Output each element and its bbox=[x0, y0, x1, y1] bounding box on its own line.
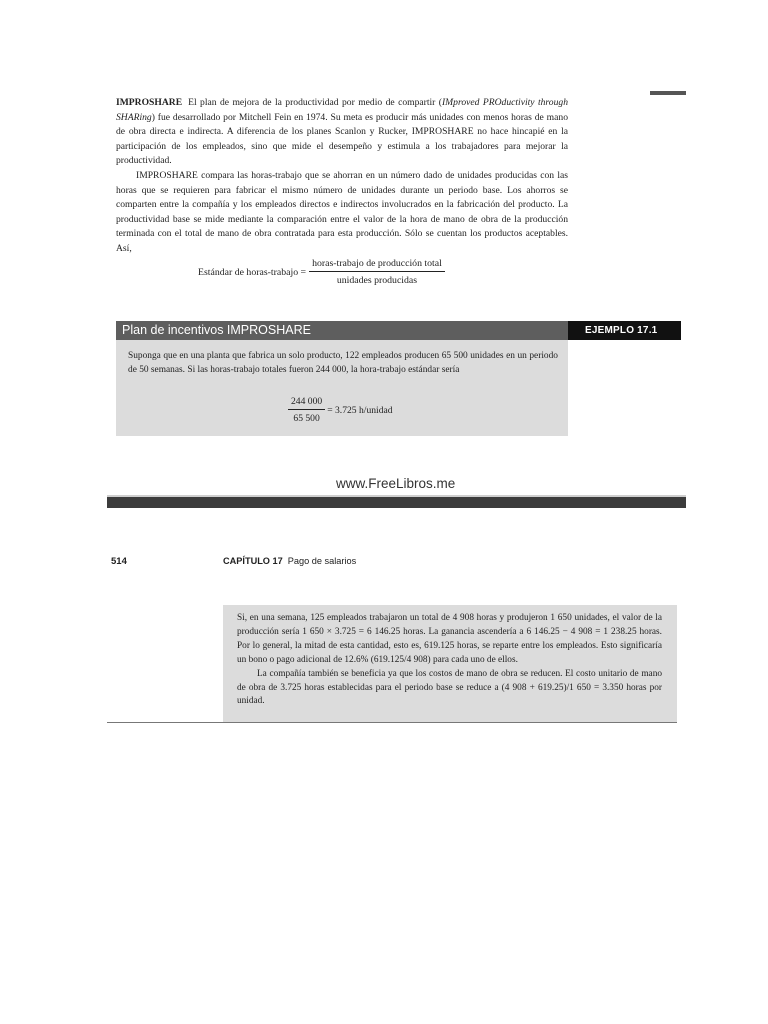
paragraph-1-end: ) fue desarrollado por Mitchell Fein en 1974. Su meta es producir más unidades con menos horas de mano de obra directa e indirecta. A diferencia de los planes Scanlon y Rucker, IMPROSHARE no hace hincapié en la participación de los empleados, sino que mide el desempeño y estimula a los trabajadores para mejorar la productividad. bbox=[116, 111, 568, 167]
formula-fraction bbox=[309, 258, 445, 286]
example-calculation bbox=[285, 396, 393, 424]
chapter-heading bbox=[223, 556, 356, 566]
example-result: = 3.725 h/unidad bbox=[327, 404, 393, 416]
page-number: 514 bbox=[111, 556, 127, 567]
paragraph-1 bbox=[116, 96, 568, 169]
paragraph-2: IMPROSHARE compara las horas-trabajo que se ahorran en un número dado de unidades producidas con las horas que se requieren para fabricar el mismo número de unidades durante un periodo base. Los ahorros se comparten entre la compañía y los empleados directos e indirectos involucrados en la fabricación del producto. La productividad base se mide mediante la comparación entre el valor de la hora de mano de obra de la producción terminada con el total de mano de obra contratada para esta producción. Sólo se cuentan los productos aceptables. Así, bbox=[116, 169, 568, 254]
continuation-paragraph-2: La compañía también se beneficia ya que los costos de mano de obra se reducen. El costo unitario de mano de obra de 3.725 horas establecidas para el periodo base se reduce a (4 908 + 619.25)/1 650 = 3.350 horas por unidad. bbox=[237, 668, 662, 707]
paragraph-1-italic: IMproved PROductivity through SHARing bbox=[116, 97, 568, 123]
formula-lhs: Estándar de horas-trabajo = bbox=[198, 266, 307, 278]
continuation-rule bbox=[107, 722, 677, 723]
section-term: IMPROSHARE bbox=[116, 97, 183, 108]
paragraph-1-start: El plan de mejora de la productividad por medio de compartir ( bbox=[188, 97, 442, 108]
continuation-text bbox=[237, 612, 662, 709]
example-numerator: 244 000 bbox=[288, 396, 325, 410]
example-text: Suponga que en una planta que fabrica un solo producto, 122 empleados producen 65 500 unidades en un periodo de 50 semanas. Si las horas-trabajo totales fueron 244 000, la hora-trabajo estándar sería bbox=[128, 351, 558, 375]
continuation-paragraph-1: Si, en una semana, 125 empleados trabajaron un total de 4 908 horas y produjeron 1 650 unidades, el valor de la producción sería 1 650 × 3.725 = 6 146.25 horas. La ganancia ascendería a 6 146.25 − 4 908 = 1 238.25 horas. Por lo general, la mitad de esta cantidad, esto es, 619.125 horas, se reparte entre los empleados. Esto significaría un bono o pago adicional de 12.6% (619.125/4 908) para cada uno de ellos. bbox=[237, 613, 662, 665]
body-text bbox=[116, 96, 568, 257]
site-link[interactable]: www.FreeLibros.me bbox=[336, 476, 456, 491]
formula-numerator: horas-trabajo de producción total bbox=[309, 258, 445, 272]
corner-rule bbox=[650, 91, 686, 95]
example-fraction bbox=[288, 396, 325, 424]
example-denominator: 65 500 bbox=[293, 413, 320, 424]
chapter-title: Pago de salarios bbox=[287, 556, 357, 566]
example-tag: EJEMPLO 17.1 bbox=[568, 321, 681, 340]
footer-bar bbox=[107, 495, 686, 508]
formula-expression bbox=[198, 258, 445, 286]
formula-denominator: unidades producidas bbox=[336, 275, 418, 286]
example-title: Plan de incentivos IMPROSHARE bbox=[122, 323, 311, 337]
chapter-label: CAPÍTULO 17 bbox=[223, 556, 283, 566]
